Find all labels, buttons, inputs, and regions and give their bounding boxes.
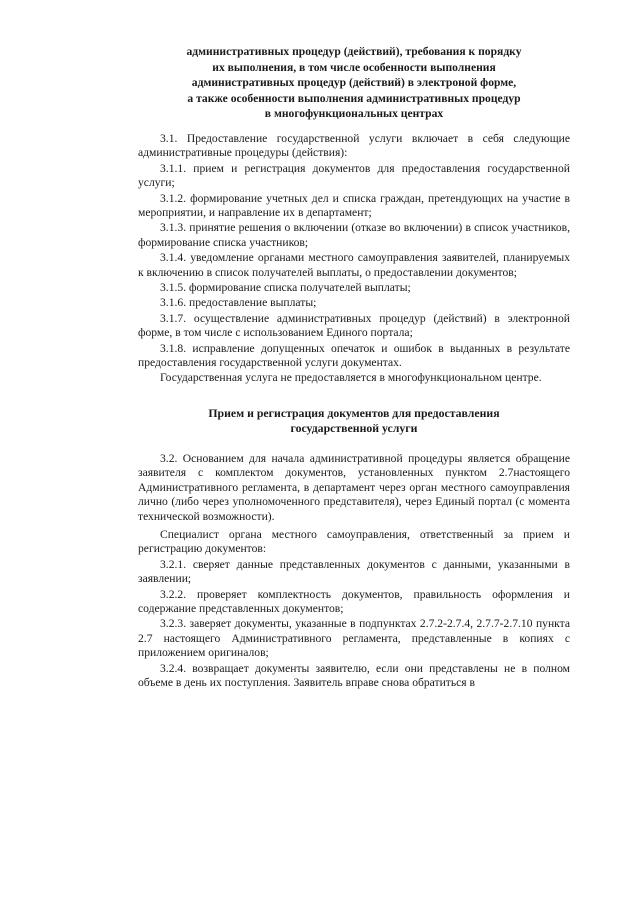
paragraph-3-2-3: 3.2.3. заверяет документы, указанные в подпунктах 2.7.2-2.7.4, 2.7.7-2.7.10 пункта 2.7 настоящего Административного регламента, представленные в копиях с приложением оригиналов; — [138, 617, 570, 660]
paragraph-3-2-1: 3.2.1. сверяет данные представленных документов с данными, указанными в заявлении; — [138, 557, 570, 586]
heading-line: административных процедур (действий), требования к порядку — [186, 45, 522, 58]
paragraph-3-2-2: 3.2.2. проверяет комплектность документов, правильность оформления и содержание представленных документов; — [138, 587, 570, 615]
heading-line: в многофункциональных центрах — [264, 107, 444, 121]
paragraph-3-1: 3.1. Предоставление государственной услуги включает в себя следующие административные процедуры (действия): — [138, 131, 570, 160]
heading-line: а также особенности выполнения административных процедур — [187, 91, 521, 105]
paragraph-3-2-4: 3.2.4. возвращает документы заявителю, если они представлены не в полном объеме в день их поступления. Заявитель вправе снова обратиться в — [138, 661, 570, 689]
section-title — [138, 406, 570, 436]
paragraph-3-1-7: 3.1.7. осуществление административных процедур (действий) в электронной форме, в том числе с использованием Единого портала; — [138, 311, 570, 340]
paragraph-3-2: 3.2. Основанием для начала административной процедуры является обращение заявителя с комплектом документов, установленных пунктом 2.7настоящего Административного регламента, в департамент через орган местного самоуправления лично (либо через уполномоченного представителя), через Единый портал (с момента технической возможности). — [138, 451, 570, 523]
document-page — [138, 44, 570, 691]
paragraph-3-1-1: 3.1.1. прием и регистрация документов для предоставления государственной услуги; — [138, 161, 570, 190]
paragraph-3-1-3: 3.1.3. принятие решения о включении (отказе во включении) в список участников, формирование списка участников; — [138, 221, 570, 249]
paragraph-3-1-5: 3.1.5. формирование списка получателей выплаты; — [160, 281, 411, 295]
specialist-paragraph: Специалист органа местного самоуправления, ответственный за прием и регистрацию документов: — [138, 527, 570, 556]
procedures-list — [138, 132, 570, 386]
heading-line: административных процедур (действий) в электроной форме, — [191, 76, 517, 90]
section-title-line: Прием и регистрация документов для предоставления — [208, 405, 500, 420]
section-title-line: государственной услуги — [290, 420, 418, 435]
paragraph-3-1-8: 3.1.8. исправление допущенных опечаток и ошибок в выданных в результате предоставления государственной услуги документах. — [138, 341, 570, 370]
heading-line: их выполнения, в том числе особенности выполнения — [212, 60, 496, 74]
paragraph-3-1-2: 3.1.2. формирование учетных дел и списка граждан, претендующих на участие в мероприятии, и направление их в департамент; — [138, 191, 570, 219]
paragraph-3-1-4: 3.1.4. уведомление органами местного самоуправления заявителей, планируемых к включению в список получателей выплаты, о предоставлении документов; — [138, 251, 570, 279]
mfc-note: Государственная услуга не предоставляется в многофункциональном центре. — [160, 371, 542, 385]
reception-section — [138, 452, 570, 691]
paragraph-3-1-6: 3.1.6. предоставление выплаты; — [160, 296, 317, 310]
document-heading — [138, 44, 570, 122]
